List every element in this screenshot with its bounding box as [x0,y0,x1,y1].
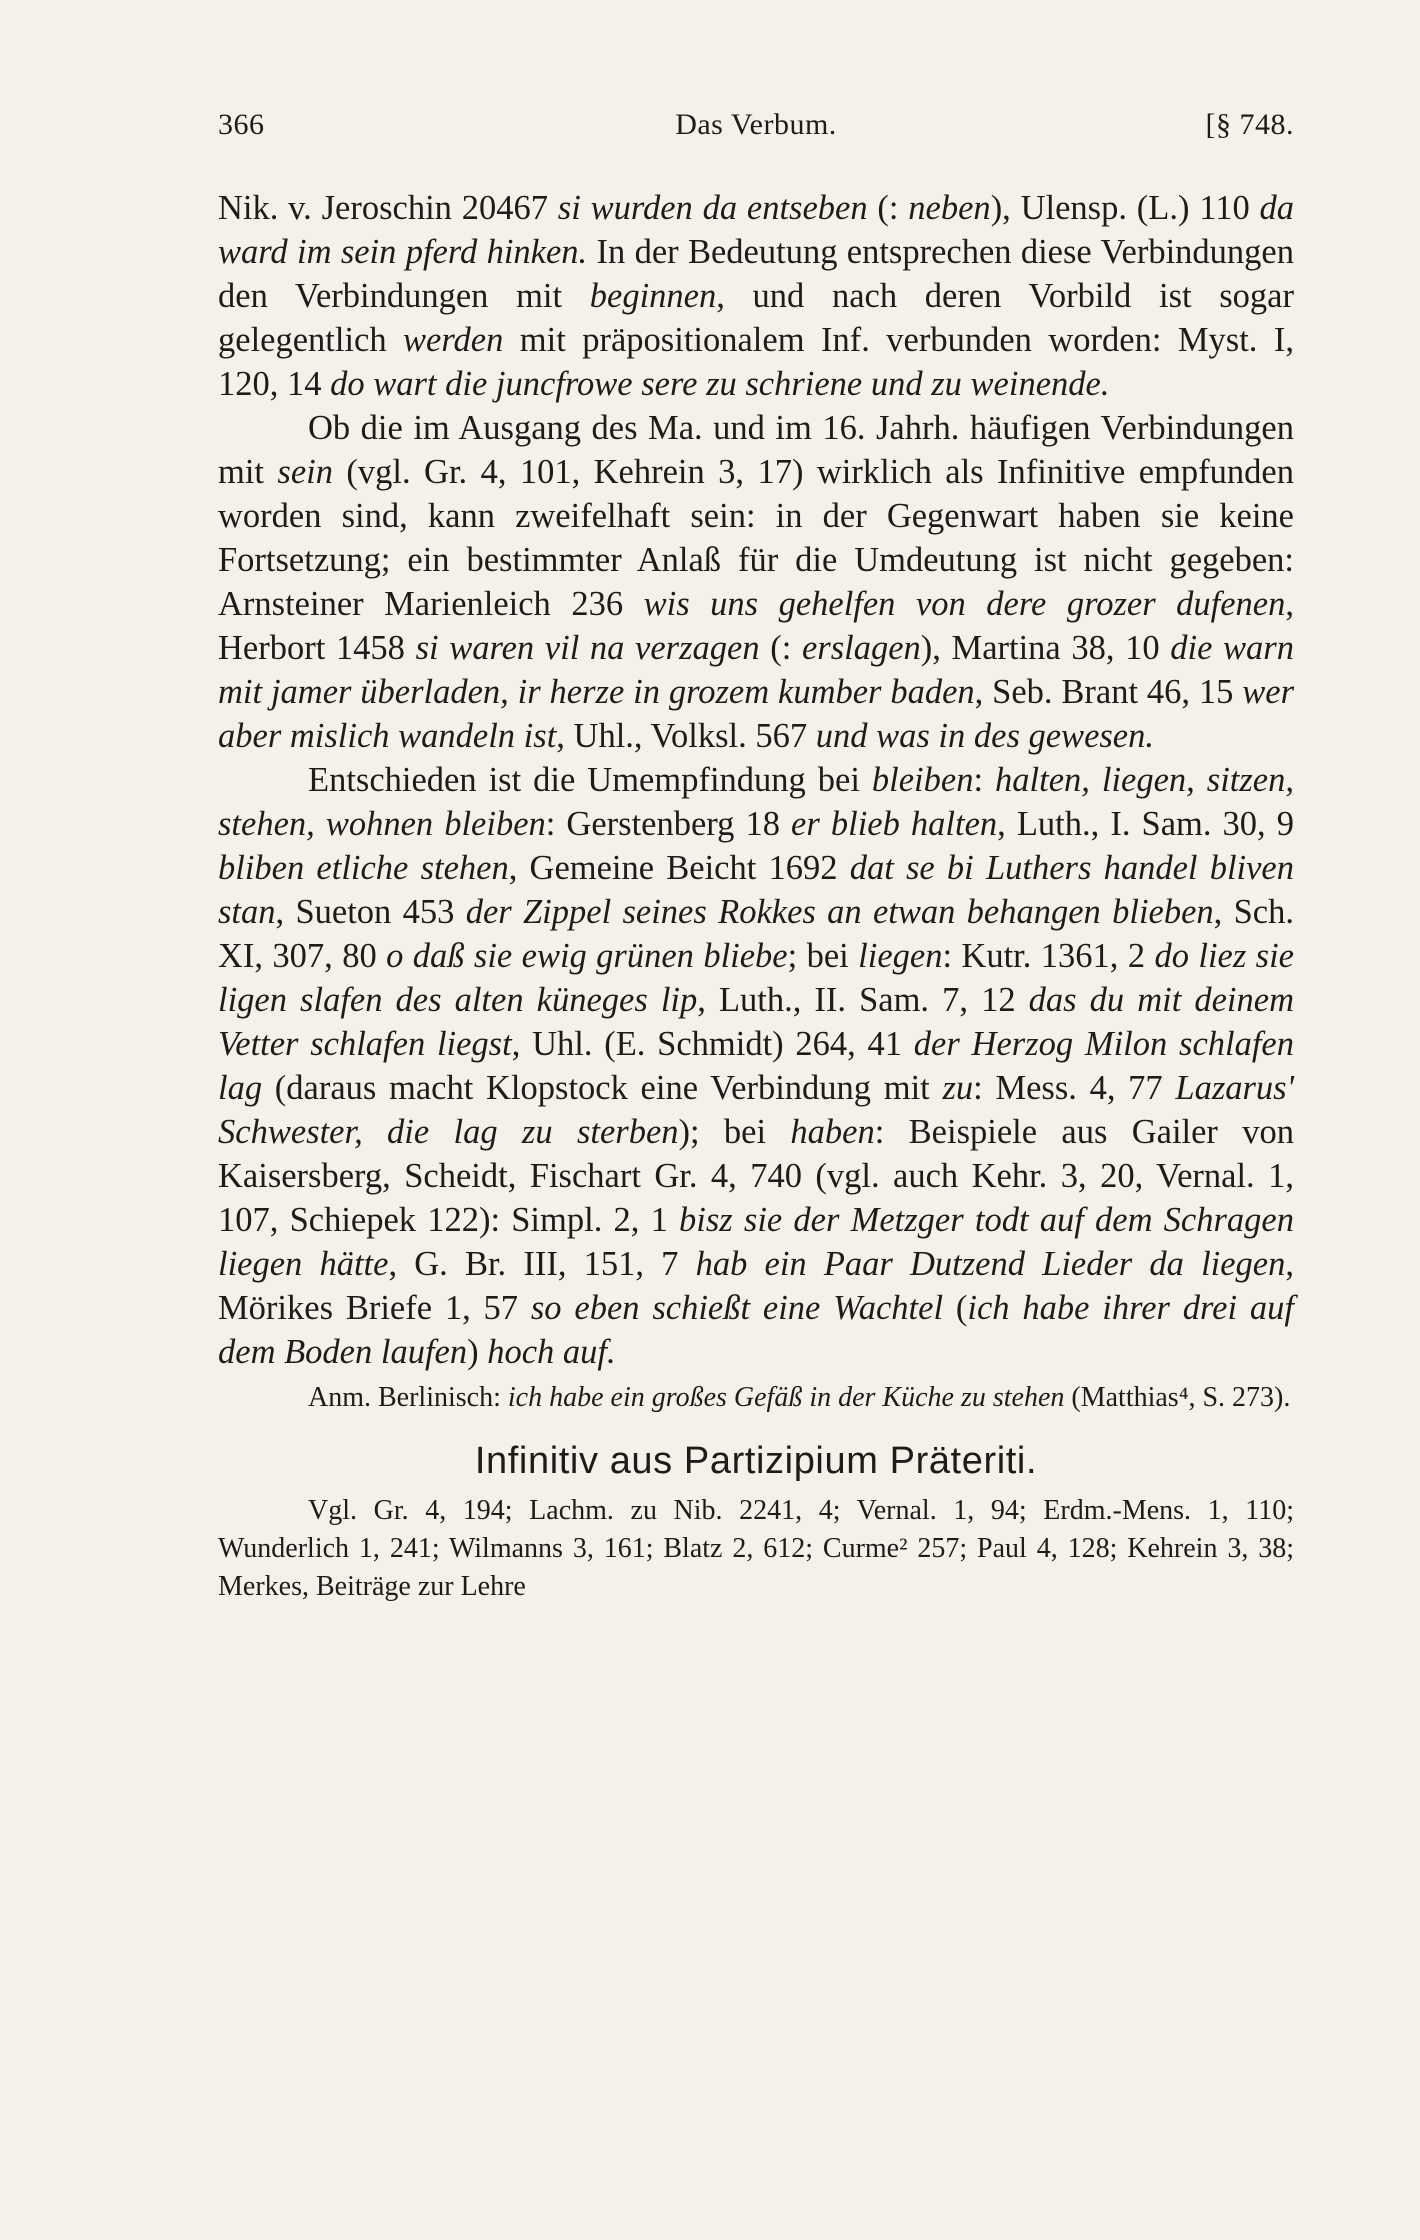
references [218,1492,1294,1606]
references-text: Vgl. Gr. 4, 194; Lachm. zu Nib. 2241, 4; Vernal. 1, 94; Erdm.-Mens. 1, 110; Wunderlich 1, 241; Wilmanns 3, 161; Blatz 2, 612; Curme² 257; Paul 4, 128; Kehrein 3, 38; Merkes, Beiträge zur Lehre [218,1495,1294,1602]
italic-citation: ich habe ihrer drei auf dem Boden laufen [218,1289,1294,1371]
italic-citation: bleiben [871,761,974,799]
italic-citation: zu [942,1069,974,1107]
italic-citation: hoch auf. [487,1333,616,1371]
text-run: , Luth., II. Sam. 7, 12 [697,981,1029,1019]
section-number: [§ 748. [1205,108,1294,141]
italic-citation: haben [790,1113,875,1151]
italic-citation: und was in des gewesen. [815,717,1154,755]
italic-citation: die warn mit jamer überladen, ir herze in grozem kumber baden [218,629,1294,711]
text-run: (vgl. Gr. 4, 101, Kehrein 3, 17) wirklich als Infinitive empfunden worden sind, kann zweifelhaft sein: in der Gegenwart haben sie keine Fortsetzung; ein bestimmter Anlaß für die Umdeutung ist nicht gegeben: Arnsteiner Marienleich 236 [218,453,1294,623]
italic-citation: si waren vil na verzagen [415,629,760,667]
section-heading: Infinitiv aus Partizipium Präteriti. [474,1440,1038,1482]
text-run: , Seb. Brant 46, 15 [974,673,1243,711]
book-page [218,108,1294,1606]
text-run: In der Bedeutung entsprechen diese Verbindungen den Verbindungen mit [218,233,1294,315]
annotation [218,1380,1294,1416]
running-head [218,108,1294,154]
italic-citation: halten, liegen, sitzen, stehen, wohnen bleiben [218,761,1294,843]
text-run: ); bei [678,1113,791,1151]
italic-citation: bliben etliche stehen [218,849,509,887]
italic-citation: wer aber mislich wandeln ist [218,673,1294,755]
text-run: mit präpositionalem Inf. verbunden worden: Myst. I, 120, 14 [218,321,1294,403]
italic-citation: da ward im sein pferd hinken. [218,189,1295,271]
italic-citation: ich habe ein großes Gefäß in der Küche zu stehen [507,1382,1065,1413]
italic-citation: wis uns gehelfen von dere grozer dufenen [643,585,1286,623]
italic-citation: do wart die juncfrowe sere zu schriene und zu weinende. [330,365,1110,403]
italic-citation: neben [908,189,991,227]
text-run: ), Ulensp. (L.) 110 [990,189,1260,227]
paragraph-1 [218,186,1294,406]
text-run: : [973,761,996,799]
italic-citation: do liez sie ligen slafen des alten küneges lip [218,937,1294,1019]
body-text [218,186,1294,1374]
text-run: : Kutr. 1361, 2 [942,937,1155,975]
italic-citation: der Herzog Milon schlafen lag [218,1025,1294,1107]
paragraph-2 [218,406,1294,758]
italic-citation: bisz sie der Metzger todt auf dem Schragen liegen hätte [218,1201,1294,1283]
text-run: Entschieden ist die Umempfindung bei [308,761,872,799]
italic-citation: er blieb halten [791,805,998,843]
text-run: , Sch. XI, 307, 80 [218,893,1294,975]
italic-citation: hab ein Paar Dutzend Lieder da liegen [695,1245,1286,1283]
text-run: ), Martina 38, 10 [920,629,1171,667]
italic-citation: das du mit deinem Vetter schlafen liegst [218,981,1294,1063]
text-run: Anm. Berlinisch: [308,1382,508,1413]
italic-citation: sein [277,453,333,491]
italic-citation: dat se bi Luthers handel bliven stan [218,849,1294,931]
text-run: : Mess. 4, 77 [973,1069,1176,1107]
text-run: Nik. v. Jeroschin 20467 [218,189,558,227]
italic-citation: beginnen [589,277,717,315]
text-run: , Uhl. (E. Schmidt) 264, 41 [511,1025,914,1063]
italic-citation: werden [403,321,504,359]
text-run: ; bei [787,937,859,975]
italic-citation: so eben schießt eine Wachtel [530,1289,944,1327]
page-number: 366 [218,108,265,141]
text-run: Ob die im Ausgang des Ma. und im 16. Jahrh. häufigen Verbindungen mit [218,409,1294,491]
text-run: (: [867,189,909,227]
text-run: : Beispiele aus Gailer von Kaisersberg, Scheidt, Fischart Gr. 4, 740 (vgl. auch Kehr. 3, 20, Vernal. 1, 107, Schiepek 122): Simpl. 2, 1 [218,1113,1294,1239]
text-run: , Gemeine Beicht 1692 [508,849,850,887]
paragraph-3 [218,758,1294,1374]
text-run: ( [943,1289,968,1327]
text-run: : Gerstenberg 18 [545,805,792,843]
text-run: , Herbort 1458 [218,585,1294,667]
italic-citation: Lazarus' Schwester, die lag zu sterben [218,1069,1294,1151]
italic-citation: si wurden da entseben [557,189,868,227]
text-run: , Uhl., Volksl. 567 [556,717,816,755]
italic-citation: o daß sie ewig grünen bliebe [386,937,788,975]
text-run: (Matthias⁴, S. 273). [1064,1382,1291,1413]
text-run: , G. Br. III, 151, 7 [388,1245,696,1283]
text-run: (: [759,629,802,667]
italic-citation: erslagen [801,629,921,667]
text-run: , und nach deren Vorbild ist sogar gelegentlich [218,277,1294,359]
running-title: Das Verbum. [675,108,837,141]
text-run: , Luth., I. Sam. 30, 9 [997,805,1294,843]
italic-citation: der Zippel seines Rokkes an etwan behangen blieben [465,893,1214,931]
italic-citation: liegen [858,937,943,975]
text-run: (daraus macht Klopstock eine Verbindung mit [262,1069,943,1107]
text-run: , Mörikes Briefe 1, 57 [218,1245,1294,1327]
text-run: ) [467,1333,488,1371]
annotation-text [218,1380,1294,1416]
text-run: , Sueton 453 [275,893,466,931]
